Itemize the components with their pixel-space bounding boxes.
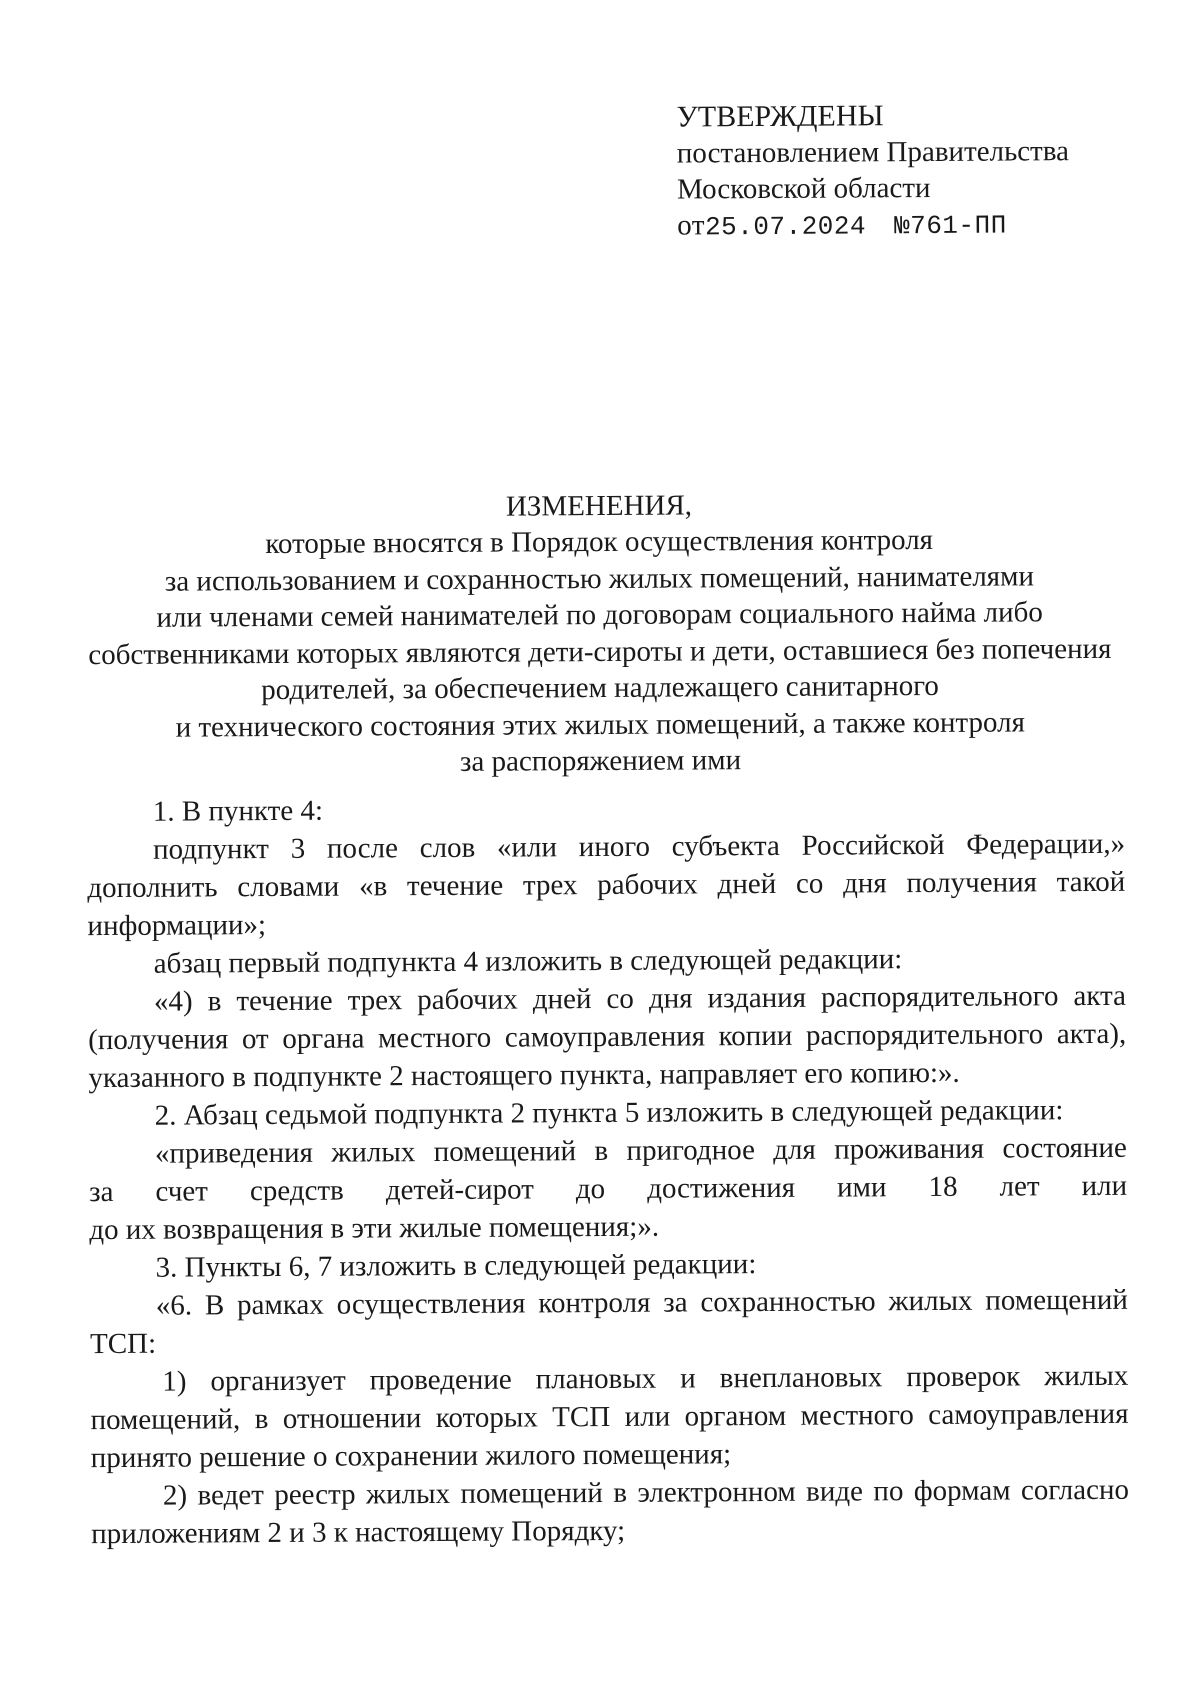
approval-date-line — [677, 205, 1137, 246]
subtitle-line: или членами семей нанимателей по договорам социального найма либо — [156, 596, 1043, 634]
subtitle-line: которые вносятся в Порядок осуществления контроля — [265, 523, 934, 561]
subtitle-line: за распоряжением ими — [459, 744, 742, 778]
paragraph-point-6: «6. В рамках осуществления контроля за сохранностью жилых помещений ТСП: — [89, 1283, 1128, 1361]
subtitle-line: родителей, за обеспечением надлежащего санитарного — [261, 669, 939, 707]
paragraph-item-3: 3. Пункты 6, 7 изложить в следующей редакции: — [155, 1248, 757, 1284]
paragraph-item-2-quote-line-1: «приведения жилых помещений в пригодное для проживания состояние — [154, 1131, 1127, 1170]
paragraph-item-2-quote-line-2: за счет средств детей-сирот до достижения ими 18 лет или — [89, 1169, 1128, 1209]
document-title: ИЗМЕНЕНИЯ, — [505, 489, 693, 523]
paragraph-point-6-sub-1: 1) организует проведение плановых и внеплановых проверок жилых помещений, в отношении которых ТСП или органом местного самоуправления принято решение о сохранении жилого помещения; — [90, 1359, 1129, 1475]
subtitle-line: и технического состояния этих жилых помещений, а также контроля — [175, 705, 1026, 744]
approval-number: №761-ПП — [893, 210, 1007, 242]
approval-date: 25.07.2024 — [704, 211, 867, 243]
paragraph-item-2: 2. Абзац седьмой подпункта 2 пункта 5 изложить в следующей редакции: — [154, 1094, 1064, 1132]
document-body — [87, 787, 1130, 1553]
paragraph-subitem-4-text: «4) в течение трех рабочих дней со дня издания распорядительного акта (получения от органа местного самоуправления копии распорядительного акта), указанного в подпункте 2 настоящего пункта, направляет его копию:». — [88, 979, 1127, 1095]
paragraph-item-1: 1. В пункте 4: — [152, 794, 324, 828]
approval-date-prefix: от — [677, 209, 706, 242]
approval-stamp-block — [676, 97, 1137, 246]
approval-line-1: постановлением Правительства — [676, 135, 1070, 170]
approval-heading: УТВЕРЖДЕНЫ — [676, 99, 884, 134]
paragraph-point-6-sub-2: 2) ведет реестр жилых помещений в электронном виде по формам согласно приложениям 2 и 3 к настоящему Порядку; — [91, 1473, 1130, 1551]
paragraph-subitem-3: подпункт 3 после слов «или иного субъекта Российской Федерации,» дополнить словами «в течение трех рабочих дней со дня получения такой информации»; — [87, 827, 1126, 943]
document-title-block — [69, 485, 1131, 783]
paragraph-subitem-4-intro: абзац первый подпункта 4 изложить в следующей редакции: — [153, 943, 903, 980]
approval-line-2: Московской области — [676, 171, 931, 206]
paragraph-item-2-quote-line-3: до их возвращения в эти жилые помещения;». — [89, 1210, 660, 1247]
subtitle-line: за использованием и сохранностью жилых помещений, нанимателями — [164, 559, 1035, 598]
subtitle-line: собственниками которых являются дети-сироты и дети, оставшиеся без попечения — [88, 632, 1112, 671]
